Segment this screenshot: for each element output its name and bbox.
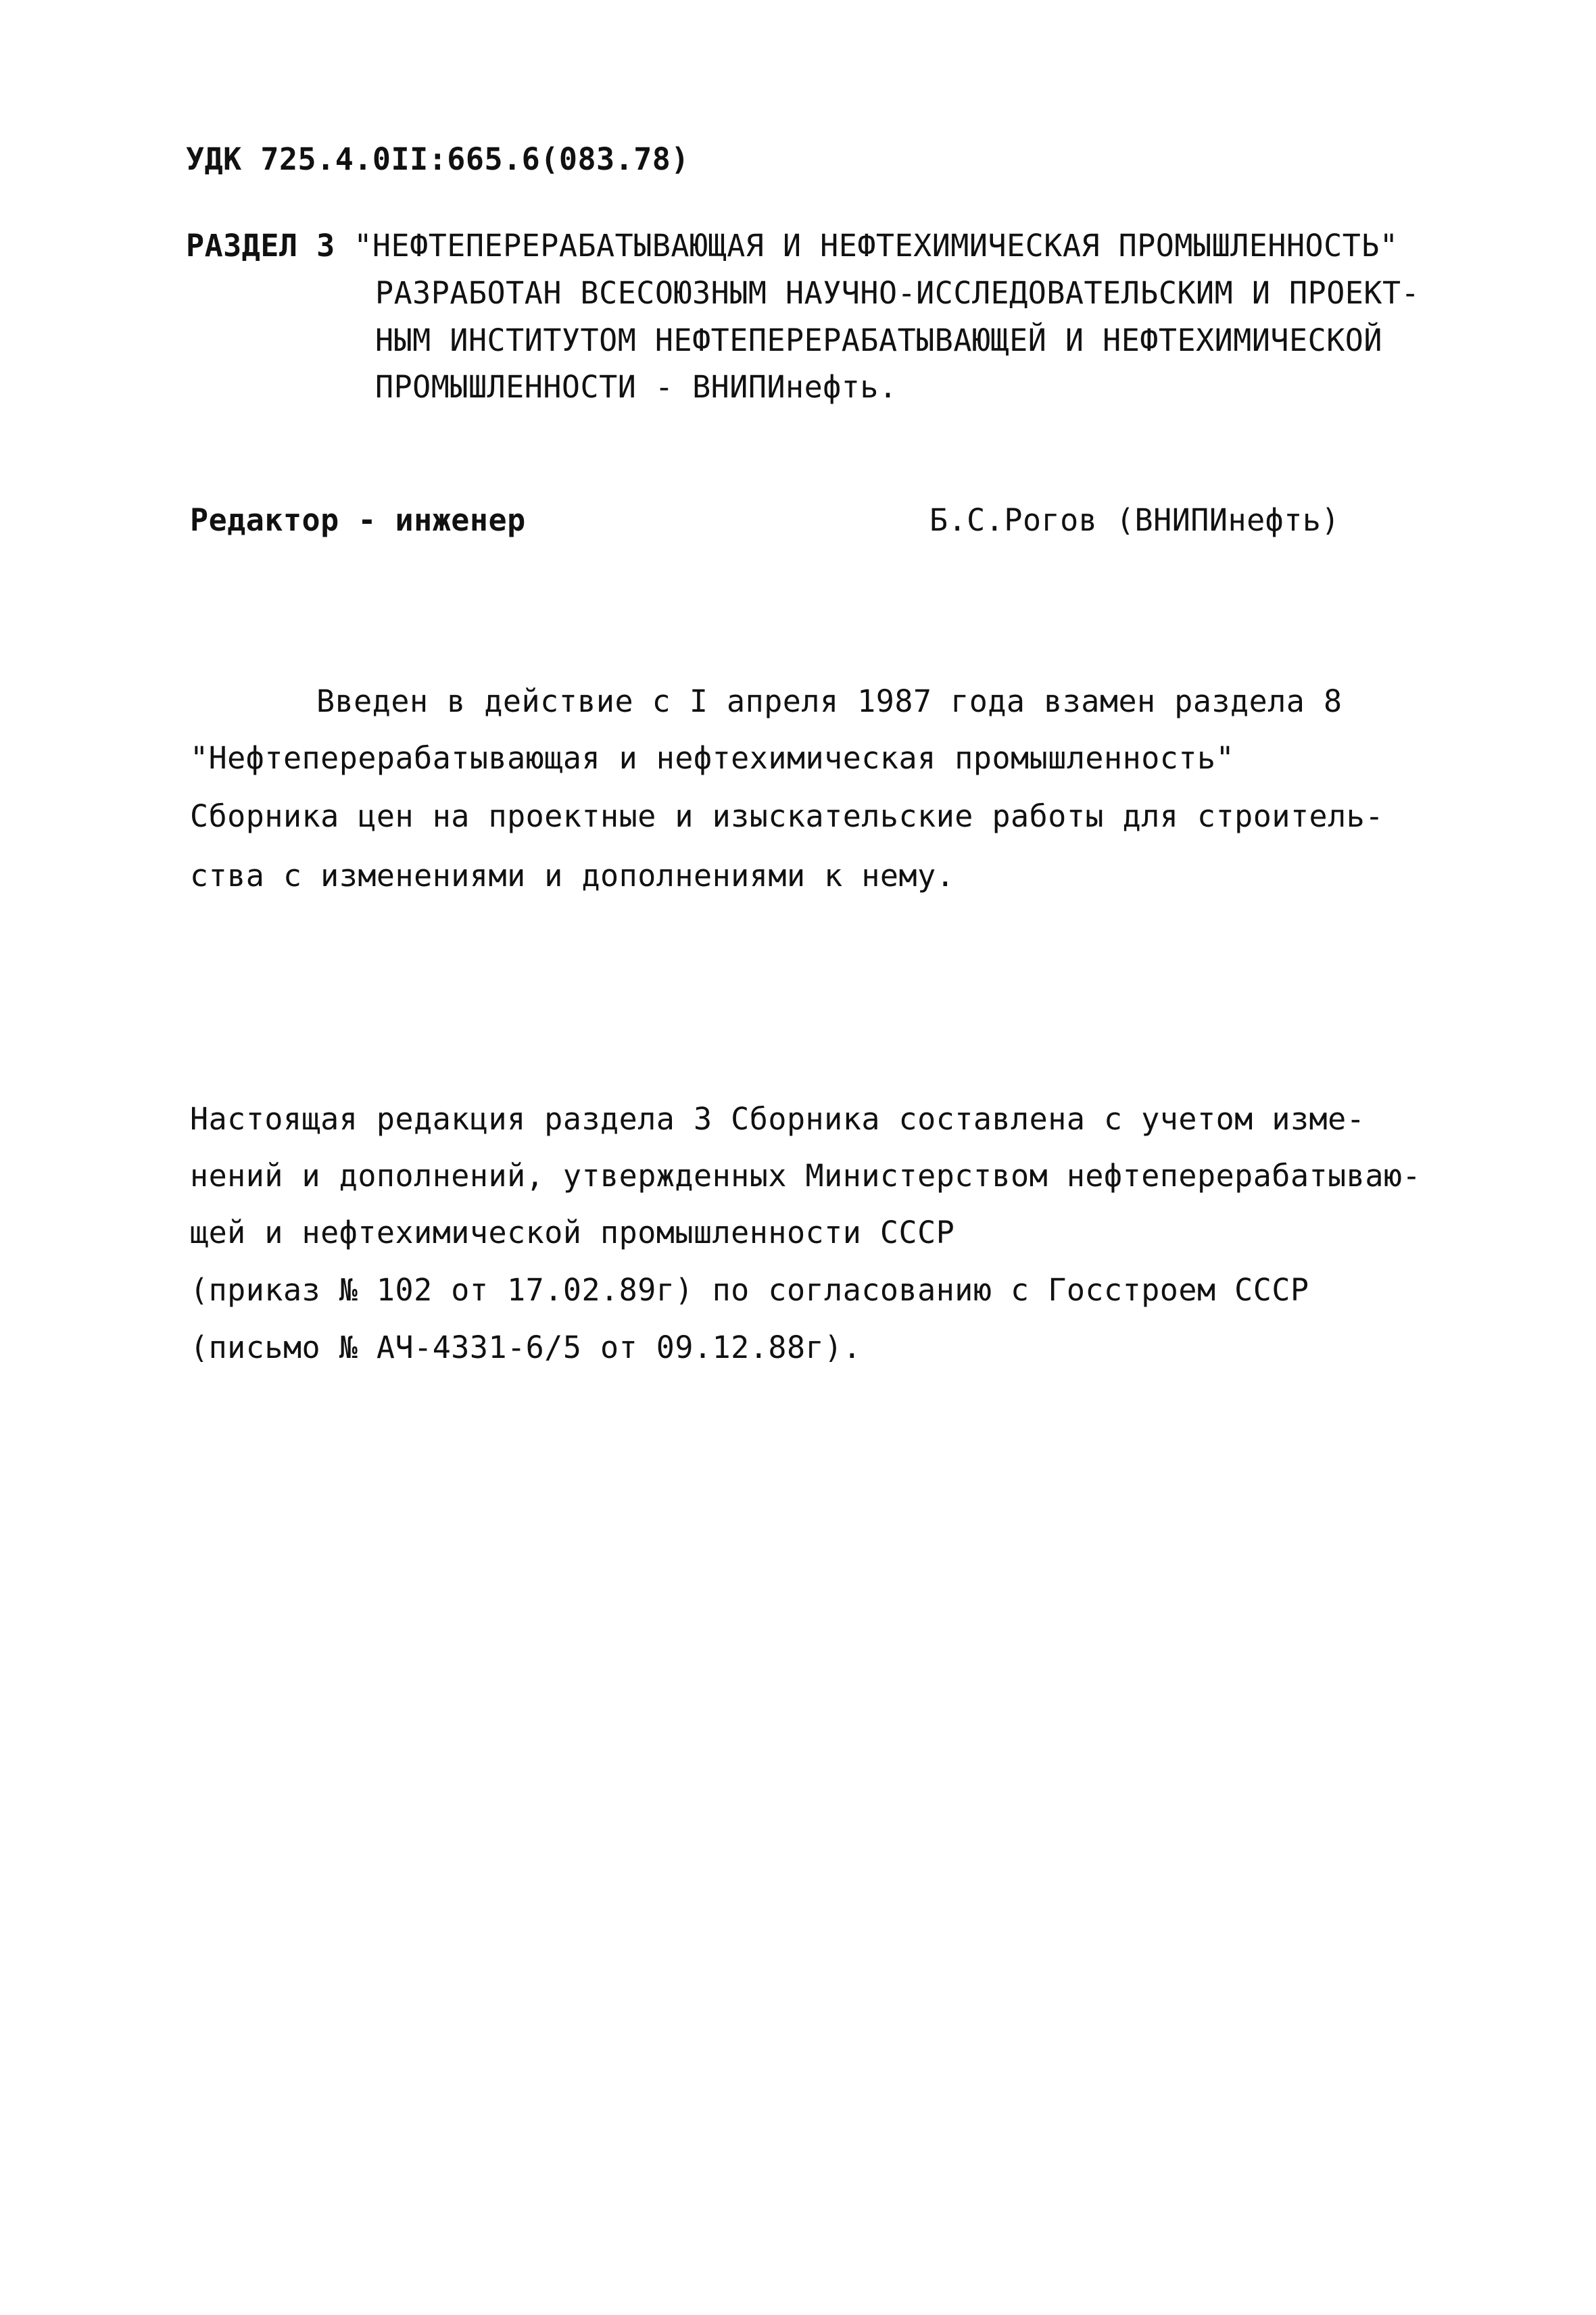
section-title: "НЕФТЕПЕРЕРАБАТЫВАЮЩАЯ И НЕФТЕХИМИЧЕСКАЯ ПРОМЫШЛЕННОСТЬ" xyxy=(354,228,1399,264)
revision-line-4: (приказ № 102 от 17.02.89г) по согласованию с Госстроем СССР xyxy=(190,1272,1309,1308)
revision-line-3: щей и нефтехимической промышленности СССР xyxy=(190,1215,955,1250)
editor-label: Редактор - инженер xyxy=(190,502,526,538)
intro-line-2: "Нефтеперерабатывающая и нефтехимическая промышленность" xyxy=(190,740,1235,776)
section-heading xyxy=(186,227,1399,265)
intro-line-1: Введен в действие с I апреля 1987 года взамен раздела 8 xyxy=(316,683,1343,719)
revision-line-5: (письмо № АЧ-4331-6/5 от 09.12.88г). xyxy=(190,1330,862,1365)
section-label: РАЗДЕЛ 3 xyxy=(186,228,335,264)
developed-line-1: РАЗРАБОТАН ВСЕСОЮЗНЫМ НАУЧНО-ИССЛЕДОВАТЕЛЬСКИМ И ПРОЕКТ- xyxy=(375,275,1420,311)
developed-line-2: НЫМ ИНСТИТУТОМ НЕФТЕПЕРЕРАБАТЫВАЮЩЕЙ И НЕФТЕХИМИЧЕСКОЙ xyxy=(375,322,1382,358)
intro-line-4: ства с изменениями и дополнениями к нему. xyxy=(190,858,955,894)
editor-name: Б.С.Рогов (ВНИПИнефть) xyxy=(929,502,1340,538)
revision-line-1: Настоящая редакция раздела 3 Сборника составлена с учетом изме- xyxy=(190,1101,1365,1137)
intro-line-3: Сборника цен на проектные и изыскательские работы для строитель- xyxy=(190,798,1384,834)
udk-code: УДК 725.4.0II:665.6(083.78) xyxy=(186,141,690,177)
revision-line-2: нений и дополнений, утвержденных Министерством нефтеперерабатываю- xyxy=(190,1158,1422,1194)
developed-line-3: ПРОМЫШЛЕННОСТИ - ВНИПИнефть. xyxy=(375,369,898,405)
